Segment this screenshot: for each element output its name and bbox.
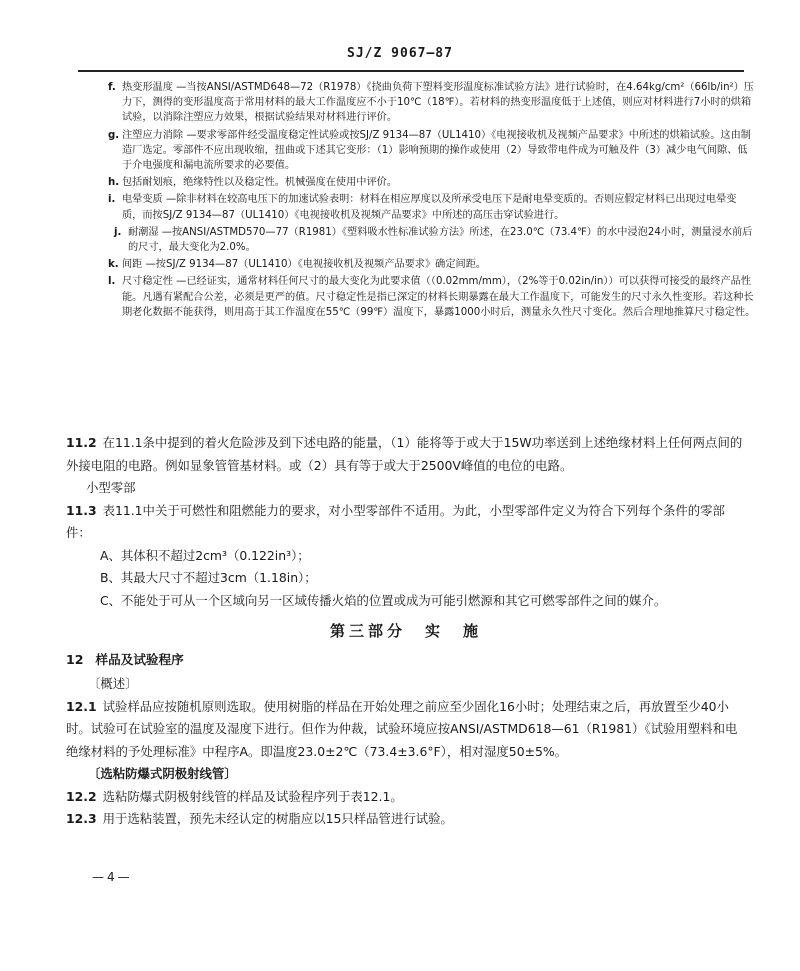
note-f — [108, 80, 756, 126]
clause-number: 12.3 — [66, 811, 97, 826]
note-j — [114, 225, 756, 255]
header-rule — [78, 70, 744, 72]
clause-text: 表11.1中关于可燃性和阻燃能力的要求，对小型零部件不适用。为此，小型零部件定义为符合下列每个条件的零部件： — [66, 502, 725, 540]
list-item: C、不能处于可从一个区域向另一区域传播火焰的位置或成为可能引燃源和其它可燃零部件之间的媒介。 — [100, 592, 667, 608]
section-heading — [66, 649, 746, 672]
note-marker: h. — [108, 177, 120, 189]
note-i — [108, 192, 756, 222]
note-marker: j. — [114, 226, 122, 238]
clause-12-3 — [66, 808, 746, 831]
small-parts-heading: 小型零部 — [86, 480, 136, 495]
note-h — [108, 175, 756, 190]
note-text: 间距 —按SJ/Z 9134—87（UL1410）《电视接收机及视频产品要求》确定间距。 — [122, 259, 487, 271]
clause-number: 11.3 — [66, 502, 97, 518]
note-text: 热变形温度 —当按ANSI/ASTMD648—72（R1978）《挠曲负荷下塑料变形温度标准试验方法》进行试验时，在4.64kg/cm²（66lb/in²）压力下，测得的变形温度高于常用材料的最大工作温度应不小于10℃（18℉）。若材料的热变形温度低于上述值，则应对材料进行7小时的烘箱试验，以消除注塑应力效果，根据试验结果对材料进行评价。 — [122, 82, 754, 124]
note-marker: k. — [108, 259, 119, 271]
section-number: 12 — [66, 651, 84, 667]
document-body — [66, 432, 746, 831]
list-item: A、其体积不超过2cm³（0.122in³）； — [100, 547, 310, 563]
list-item: B、其最大尺寸不超过3cm（1.18in）； — [100, 570, 317, 585]
note-l — [108, 274, 756, 320]
clause-text: 试验样品应按随机原则选取。使用树脂的样品在开始处理之前应至少固化16小时；处理结束之后，再放置至少40小时。试验可在试验室的温度及湿度下进行。但作为仲裁，试验环境应按ANSI/ASTMD618—61（R1981）《试验用塑料和电绝缘材料的予处理标准》中程序A。即温度23.0±2℃（73.4±3.6°F），相对湿度50±5%。 — [66, 698, 738, 759]
clause-11-3 — [66, 500, 746, 545]
clause-11-2 — [66, 432, 746, 477]
note-text: 注塑应力消除 —要求零部件经受温度稳定性试验或按SJ/Z 9134—87（UL1410）《电视接收机及视频产品要求》中所述的烘箱试验。这由制造厂选定。零部件不应出现收缩，扭曲或下述其它变形：（1）影响预期的操作或使用（2）导致带电件成为可触及件（3）减少电气间隙、低于介电强度和漏电流所要求的必要值。 — [122, 129, 751, 172]
clause-text: 选粘防爆式阴极射线管的样品及试验程序列于表12.1。 — [102, 788, 403, 804]
clause-12-1 — [66, 696, 746, 764]
note-marker: g. — [108, 129, 120, 141]
note-marker: l. — [108, 276, 116, 288]
note-text: 尺寸稳定性 —已经证实，通常材料任何尺寸的最大变化为此要求值（（0.02mm/mm），（2%等于0.02in/in））可以获得可接受的最终产品性能。凡遇有紧配合公差，必须是更严的值。尺寸稳定性是指已深定的材料长期暴露在最大工作温度下，可能发生的尺寸永久性变形。若这种长期老化数据不能获得，则用高于其工作温度在55℃（99℉）温度下，暴露1000小时后，测量永久性尺寸变化。然后合理地推算尺寸稳定性。 — [122, 276, 756, 318]
section-title: 样品及试验程序 — [95, 651, 184, 667]
clause-text: 在11.1条中提到的着火危险涉及到下述电路的能量，（1）能将等于或大于15W功率送到上述绝缘材料上任何两点间的外接电阻的电路。例如显象管管基材料。或（2）具有等于或大于2500V峰值的电位的电路。 — [66, 435, 743, 473]
clause-12-2 — [66, 786, 746, 809]
clause-text: 用于选粘装置，预先未经认定的树脂应以15只样品管进行试验。 — [102, 811, 453, 826]
notes-list — [108, 80, 756, 322]
note-marker: f. — [108, 82, 116, 93]
part-title: 第三部分 实 施 — [329, 622, 482, 640]
note-text: 包括耐划痕，绝缘特性以及稳定性。机械强度在使用中评价。 — [122, 177, 398, 189]
note-g — [108, 128, 756, 174]
note-text: 电晕变质 —除非材料在较高电压下的加速试验表明：材料在相应厚度以及所承受电压下是耐电晕变质的。否则应假定材料已出现过电晕变质，而按SJ/Z 9134—87（UL1410）《电视接收机及视频产品要求》中所述的高压击穿试验进行。 — [122, 194, 737, 221]
clause-number: 12.1 — [66, 698, 97, 714]
clause-number: 12.2 — [66, 788, 97, 804]
standard-code-header: SJ/Z 9067—87 — [347, 46, 453, 61]
page-number: —4— — [92, 870, 133, 884]
overview-label: 〔概述〕 — [88, 676, 138, 691]
clause-number: 11.2 — [66, 435, 97, 450]
note-k — [108, 257, 756, 272]
note-marker: i. — [108, 194, 116, 206]
crt-subheading: 〔选粘防爆式阴极射线管〕 — [88, 766, 237, 781]
note-text: 耐潮湿 —按ANSI/ASTMD570—77（R1981）《塑料吸水性标准试验方法》所述，在23.0℃（73.4℉）的水中浸泡24小时，测量浸水前后的尺寸，最大变化为2.0%。 — [128, 226, 753, 254]
